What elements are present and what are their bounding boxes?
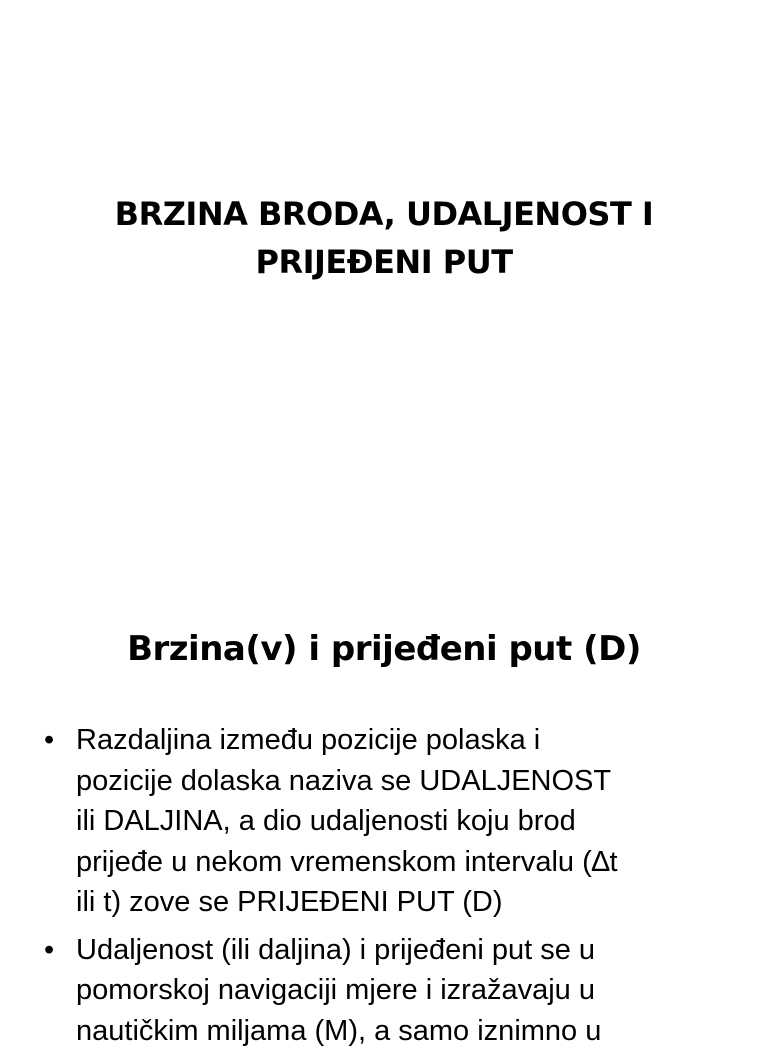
bullet-2-line-3: nautičkim miljama (M), a samo iznimno u: [76, 1014, 602, 1047]
bullet-1-line-2: pozicije dolaska naziva se UDALJENOST: [76, 764, 612, 797]
bullet-1-line-1: Razdaljina između pozicije polaska i: [76, 724, 541, 756]
slide-1-title-line-1: BRZINA BRODA, UDALJENOST I: [114, 195, 654, 233]
bullet-2-line-2: pomorskoj navigaciji mjere i izražavaju u: [76, 974, 595, 1006]
bullet-2-line-1: Udaljenost (ili daljina) i prijeđeni put se u: [76, 933, 596, 966]
bullet-1-line-4: prijeđe u nekom vremenskom intervalu (∆t: [76, 845, 618, 878]
slide-2: [0, 576, 768, 1047]
slide-1-title-line-2: PRIJEĐENI PUT: [255, 243, 513, 281]
slide-2-title: Brzina(v) i prijeđeni put (D): [127, 629, 641, 669]
bullet-dot-icon: •: [44, 933, 55, 966]
bullet-item-2: [44, 930, 734, 1052]
bullet-list: [44, 720, 734, 1058]
bullet-1-line-3: ili DALJINA, a dio udaljenosti koju brod: [76, 805, 576, 837]
bullet-1-line-5: ili t) zove se PRIJEĐENI PUT (D): [76, 886, 503, 918]
bullet-item-1: [44, 720, 734, 923]
bullet-dot-icon: •: [44, 724, 55, 756]
slide-1-title: [40, 190, 728, 286]
